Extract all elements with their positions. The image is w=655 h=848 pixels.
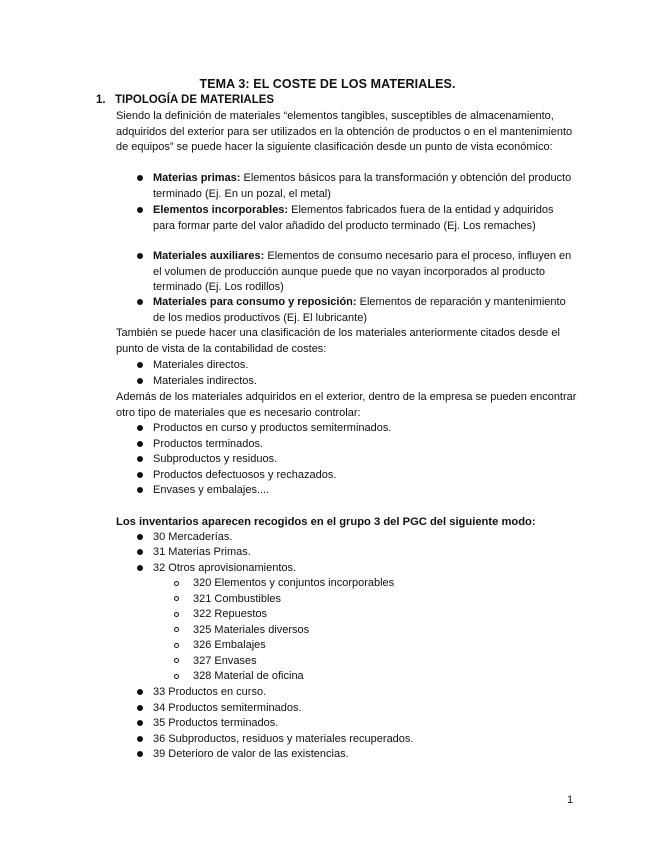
circle-bullet-icon (174, 581, 179, 586)
term-desc: Elementos fabricados fuera de la entidad y adquiridos para formar parte del valor añadido del producto terminado (Ej. Los remaches) (153, 204, 554, 232)
list-item-type (153, 295, 573, 326)
bullet-icon (137, 534, 143, 540)
list-item: 34 Productos semiterminados. (153, 702, 302, 714)
bullet-icon (137, 705, 143, 711)
bullet-icon (137, 549, 143, 555)
term: Materiales auxiliares: (153, 250, 265, 262)
bullet-icon (137, 378, 143, 384)
term: Elementos incorporables: (153, 204, 289, 216)
bullet-icon (137, 441, 143, 447)
list-item: Materiales indirectos. (153, 375, 257, 387)
sub-list-item: 325 Materiales diversos (193, 624, 310, 636)
bullet-icon (137, 751, 143, 757)
circle-bullet-icon (174, 627, 179, 632)
list-item: Productos en curso y productos semiterminados. (153, 422, 392, 434)
circle-bullet-icon (174, 596, 179, 601)
bullet-icon (137, 565, 143, 571)
bullet-icon (137, 487, 143, 493)
sub-list-item: 328 Material de oficina (193, 670, 304, 682)
bullet-icon (137, 299, 143, 305)
pgc-heading: Los inventarios aparecen recogidos en el grupo 3 del PGC del siguiente modo: (116, 516, 536, 528)
section-number: 1. (96, 94, 106, 106)
document-title: TEMA 3: EL COSTE DE LOS MATERIALES. (199, 77, 456, 91)
list-item: 36 Subproductos, residuos y materiales recuperados. (153, 733, 414, 745)
list-item: 30 Mercaderías. (153, 531, 233, 543)
list-item: 31 Materias Primas. (153, 546, 251, 558)
sub-list-item: 327 Envases (193, 655, 257, 667)
section-title: TIPOLOGÍA DE MATERIALES (115, 94, 275, 106)
term-desc: Elementos básicos para la transformación y obtención del producto terminado (Ej. En un pozal, el metal) (153, 172, 572, 200)
bullet-icon (137, 689, 143, 695)
circle-bullet-icon (174, 643, 179, 648)
sub-list-item: 322 Repuestos (193, 608, 267, 620)
list-item: 39 Deterioro de valor de las existencias. (153, 748, 349, 760)
bullet-icon (137, 736, 143, 742)
list-item: Productos defectuosos y rechazados. (153, 469, 337, 481)
list-item-type (153, 249, 578, 296)
term-desc: Elementos de reparación y mantenimiento de los medios productivos (Ej. El lubricante) (153, 296, 566, 324)
list-item-type (153, 203, 573, 234)
section-heading (96, 94, 274, 106)
paragraph-otros: Además de los materiales adquiridos en el exterior, dentro de la empresa se pueden encontrar otro tipo de materiales que es necesario controlar: (116, 391, 577, 419)
page-number: 1 (567, 794, 574, 806)
bullet-icon (137, 175, 143, 181)
intro-paragraph: Siendo la definición de materiales “elementos tangibles, susceptibles de almacenamiento, adquiridos del exterior para ser utilizados en la obtención de productos o en el mantenimiento de equipos” se puede hacer la siguiente clasificación desde un punto de vista económico: (116, 110, 573, 154)
circle-bullet-icon (174, 612, 179, 617)
term-desc: Elementos de consumo necesario para el proceso, influyen en el volumen de producción aunque puede que no vayan incorporados al producto terminado (Ej. Los rodillos) (153, 250, 572, 294)
list-item: 35 Productos terminados. (153, 717, 279, 729)
bullet-icon (137, 362, 143, 368)
list-item: Envases y embalajes.... (153, 484, 270, 496)
list-item: Materiales directos. (153, 359, 249, 371)
list-item: 33 Productos en curso. (153, 686, 267, 698)
list-item: Productos terminados. (153, 438, 264, 450)
bullet-icon (137, 456, 143, 462)
bullet-icon (137, 207, 143, 213)
list-item: 32 Otros aprovisionamientos. (153, 562, 297, 574)
term: Materiales para consumo y reposición: (153, 296, 357, 308)
circle-bullet-icon (174, 674, 179, 679)
bullet-icon (137, 720, 143, 726)
paragraph-costes: También se puede hacer una clasificación de los materiales anteriormente citados desde el punto de vista de la contabilidad de costes: (116, 327, 560, 355)
circle-bullet-icon (174, 658, 179, 663)
sub-list-item: 321 Combustibles (193, 593, 282, 605)
list-item-type (153, 171, 573, 202)
bullet-icon (137, 253, 143, 259)
bullet-icon (137, 425, 143, 431)
sub-list-item: 320 Elementos y conjuntos incorporables (193, 577, 395, 589)
bullet-icon (137, 472, 143, 478)
term: Materias primas: (153, 172, 241, 184)
list-item: Subproductos y residuos. (153, 453, 278, 465)
sub-list-item: 326 Embalajes (193, 639, 266, 651)
